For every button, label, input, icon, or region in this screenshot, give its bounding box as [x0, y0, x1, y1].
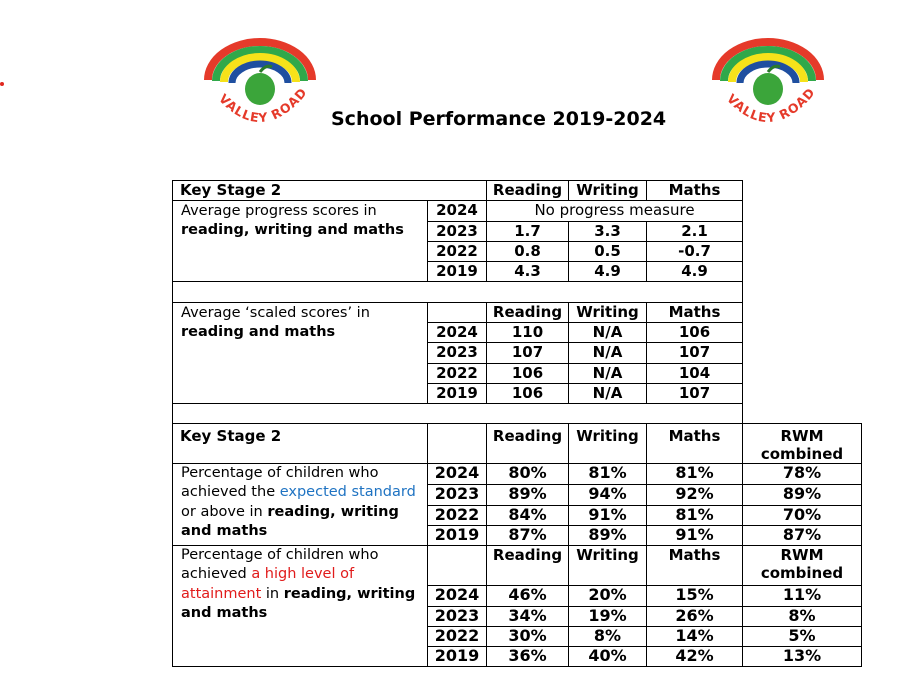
- year-cell: 2022: [427, 505, 487, 526]
- year-cell: 2022: [427, 626, 487, 647]
- maths-value: 107: [646, 342, 743, 364]
- writing-value: 0.5: [568, 241, 647, 262]
- maths-value: 81%: [646, 505, 743, 526]
- maths-value: 2.1: [646, 221, 743, 242]
- writing-value: 40%: [568, 646, 647, 667]
- year-cell: 2023: [427, 221, 487, 242]
- reading-value: 30%: [486, 626, 569, 647]
- description-progress-line2: reading, writing and maths: [181, 222, 404, 238]
- year-cell: 2019: [427, 525, 487, 546]
- description-high-line2: achieved a high level of: [181, 566, 355, 582]
- year-cell: 2022: [427, 363, 487, 384]
- rwm-value: 70%: [742, 505, 862, 526]
- writing-value: 94%: [568, 484, 647, 506]
- reading-value: 107: [486, 342, 569, 364]
- year-cell: 2019: [427, 383, 487, 404]
- writing-value: N/A: [568, 322, 647, 343]
- school-logo-right: [708, 34, 828, 134]
- header-reading: Reading: [486, 423, 569, 464]
- rwm-value: 89%: [742, 484, 862, 506]
- year-cell: 2023: [427, 606, 487, 627]
- year-cell: 2022: [427, 241, 487, 262]
- svg-text:VALLEY ROAD: VALLEY ROAD: [724, 84, 819, 126]
- year-cell: 2024: [427, 322, 487, 343]
- maths-value: 42%: [646, 646, 743, 667]
- description-high-line3: attainment in reading, writing: [181, 586, 416, 602]
- writing-value: N/A: [568, 363, 647, 384]
- reading-value: 89%: [486, 484, 569, 506]
- header-writing: Writing: [568, 302, 647, 323]
- reading-value: 106: [486, 383, 569, 404]
- empty-cell: [427, 423, 487, 464]
- header-maths: Maths: [646, 423, 743, 464]
- writing-value: 4.9: [568, 261, 647, 282]
- spacer-row: [172, 403, 743, 424]
- maths-value: 107: [646, 383, 743, 404]
- writing-value: 19%: [568, 606, 647, 627]
- reading-value: 110: [486, 322, 569, 343]
- rwm-value: 5%: [742, 626, 862, 647]
- maths-value: 14%: [646, 626, 743, 647]
- header-reading: Reading: [486, 302, 569, 323]
- header-writing: Writing: [568, 180, 647, 201]
- maths-value: 104: [646, 363, 743, 384]
- description-expected-line4: and maths: [181, 523, 268, 539]
- maths-value: 91%: [646, 525, 743, 546]
- header-key-stage: Key Stage 2: [172, 423, 428, 464]
- description-progress-line1: Average progress scores in: [181, 203, 377, 219]
- description-high-line4: and maths: [181, 605, 268, 621]
- maths-value: 92%: [646, 484, 743, 506]
- maths-value: -0.7: [646, 241, 743, 262]
- writing-value: 3.3: [568, 221, 647, 242]
- reading-value: 46%: [486, 585, 569, 607]
- writing-value: 20%: [568, 585, 647, 607]
- rwm-value: 87%: [742, 525, 862, 546]
- writing-value: N/A: [568, 342, 647, 364]
- reading-value: 34%: [486, 606, 569, 627]
- spacer-row: [172, 281, 743, 303]
- reading-value: 87%: [486, 525, 569, 546]
- header-reading: Reading: [486, 180, 569, 201]
- writing-value: 8%: [568, 626, 647, 647]
- empty-cell: [427, 545, 487, 586]
- description-scaled-line2: reading and maths: [181, 324, 336, 340]
- svg-text:VALLEY ROAD: VALLEY ROAD: [216, 84, 311, 126]
- reading-value: 36%: [486, 646, 569, 667]
- description-expected-line3: or above in reading, writing: [181, 504, 399, 520]
- year-cell: 2019: [427, 261, 487, 282]
- reading-value: 106: [486, 363, 569, 384]
- maths-value: 106: [646, 322, 743, 343]
- year-cell: 2019: [427, 646, 487, 667]
- header-maths: Maths: [646, 180, 743, 201]
- description-scaled-line1: Average ‘scaled scores’ in: [181, 305, 370, 321]
- rwm-value: 13%: [742, 646, 862, 667]
- year-cell: 2024: [427, 463, 487, 485]
- reading-value: 4.3: [486, 261, 569, 282]
- year-cell: 2023: [427, 484, 487, 506]
- header-key-stage: Key Stage 2: [172, 180, 487, 201]
- writing-value: 91%: [568, 505, 647, 526]
- maths-value: 15%: [646, 585, 743, 607]
- header-maths: Maths: [646, 302, 743, 323]
- page-title: School Performance 2019-2024: [331, 108, 667, 130]
- school-logo-left: [200, 34, 320, 134]
- reading-value: 80%: [486, 463, 569, 485]
- header-writing: Writing: [568, 423, 647, 464]
- header-rwm-combined: RWM combined: [742, 545, 862, 586]
- rwm-value: 11%: [742, 585, 862, 607]
- header-writing: Writing: [568, 545, 647, 586]
- header-rwm-combined: RWM combined: [742, 423, 862, 464]
- red-dot-decoration: [0, 82, 4, 86]
- rwm-value: 8%: [742, 606, 862, 627]
- maths-value: 4.9: [646, 261, 743, 282]
- reading-value: 0.8: [486, 241, 569, 262]
- description-high-line1: Percentage of children who: [181, 547, 379, 563]
- year-cell: 2024: [427, 585, 487, 607]
- writing-value: 81%: [568, 463, 647, 485]
- reading-value: 1.7: [486, 221, 569, 242]
- rwm-value: 78%: [742, 463, 862, 485]
- header-reading: Reading: [486, 545, 569, 586]
- empty-cell: [427, 302, 487, 323]
- year-cell: 2023: [427, 342, 487, 364]
- description-expected-line1: Percentage of children who: [181, 465, 379, 481]
- maths-value: 26%: [646, 606, 743, 627]
- header-maths: Maths: [646, 545, 743, 586]
- maths-value: 81%: [646, 463, 743, 485]
- description-expected-line2: achieved the expected standard: [181, 484, 416, 500]
- writing-value: 89%: [568, 525, 647, 546]
- year-cell: 2024: [427, 200, 487, 222]
- writing-value: N/A: [568, 383, 647, 404]
- reading-value: 84%: [486, 505, 569, 526]
- no-progress-note: No progress measure: [486, 200, 743, 222]
